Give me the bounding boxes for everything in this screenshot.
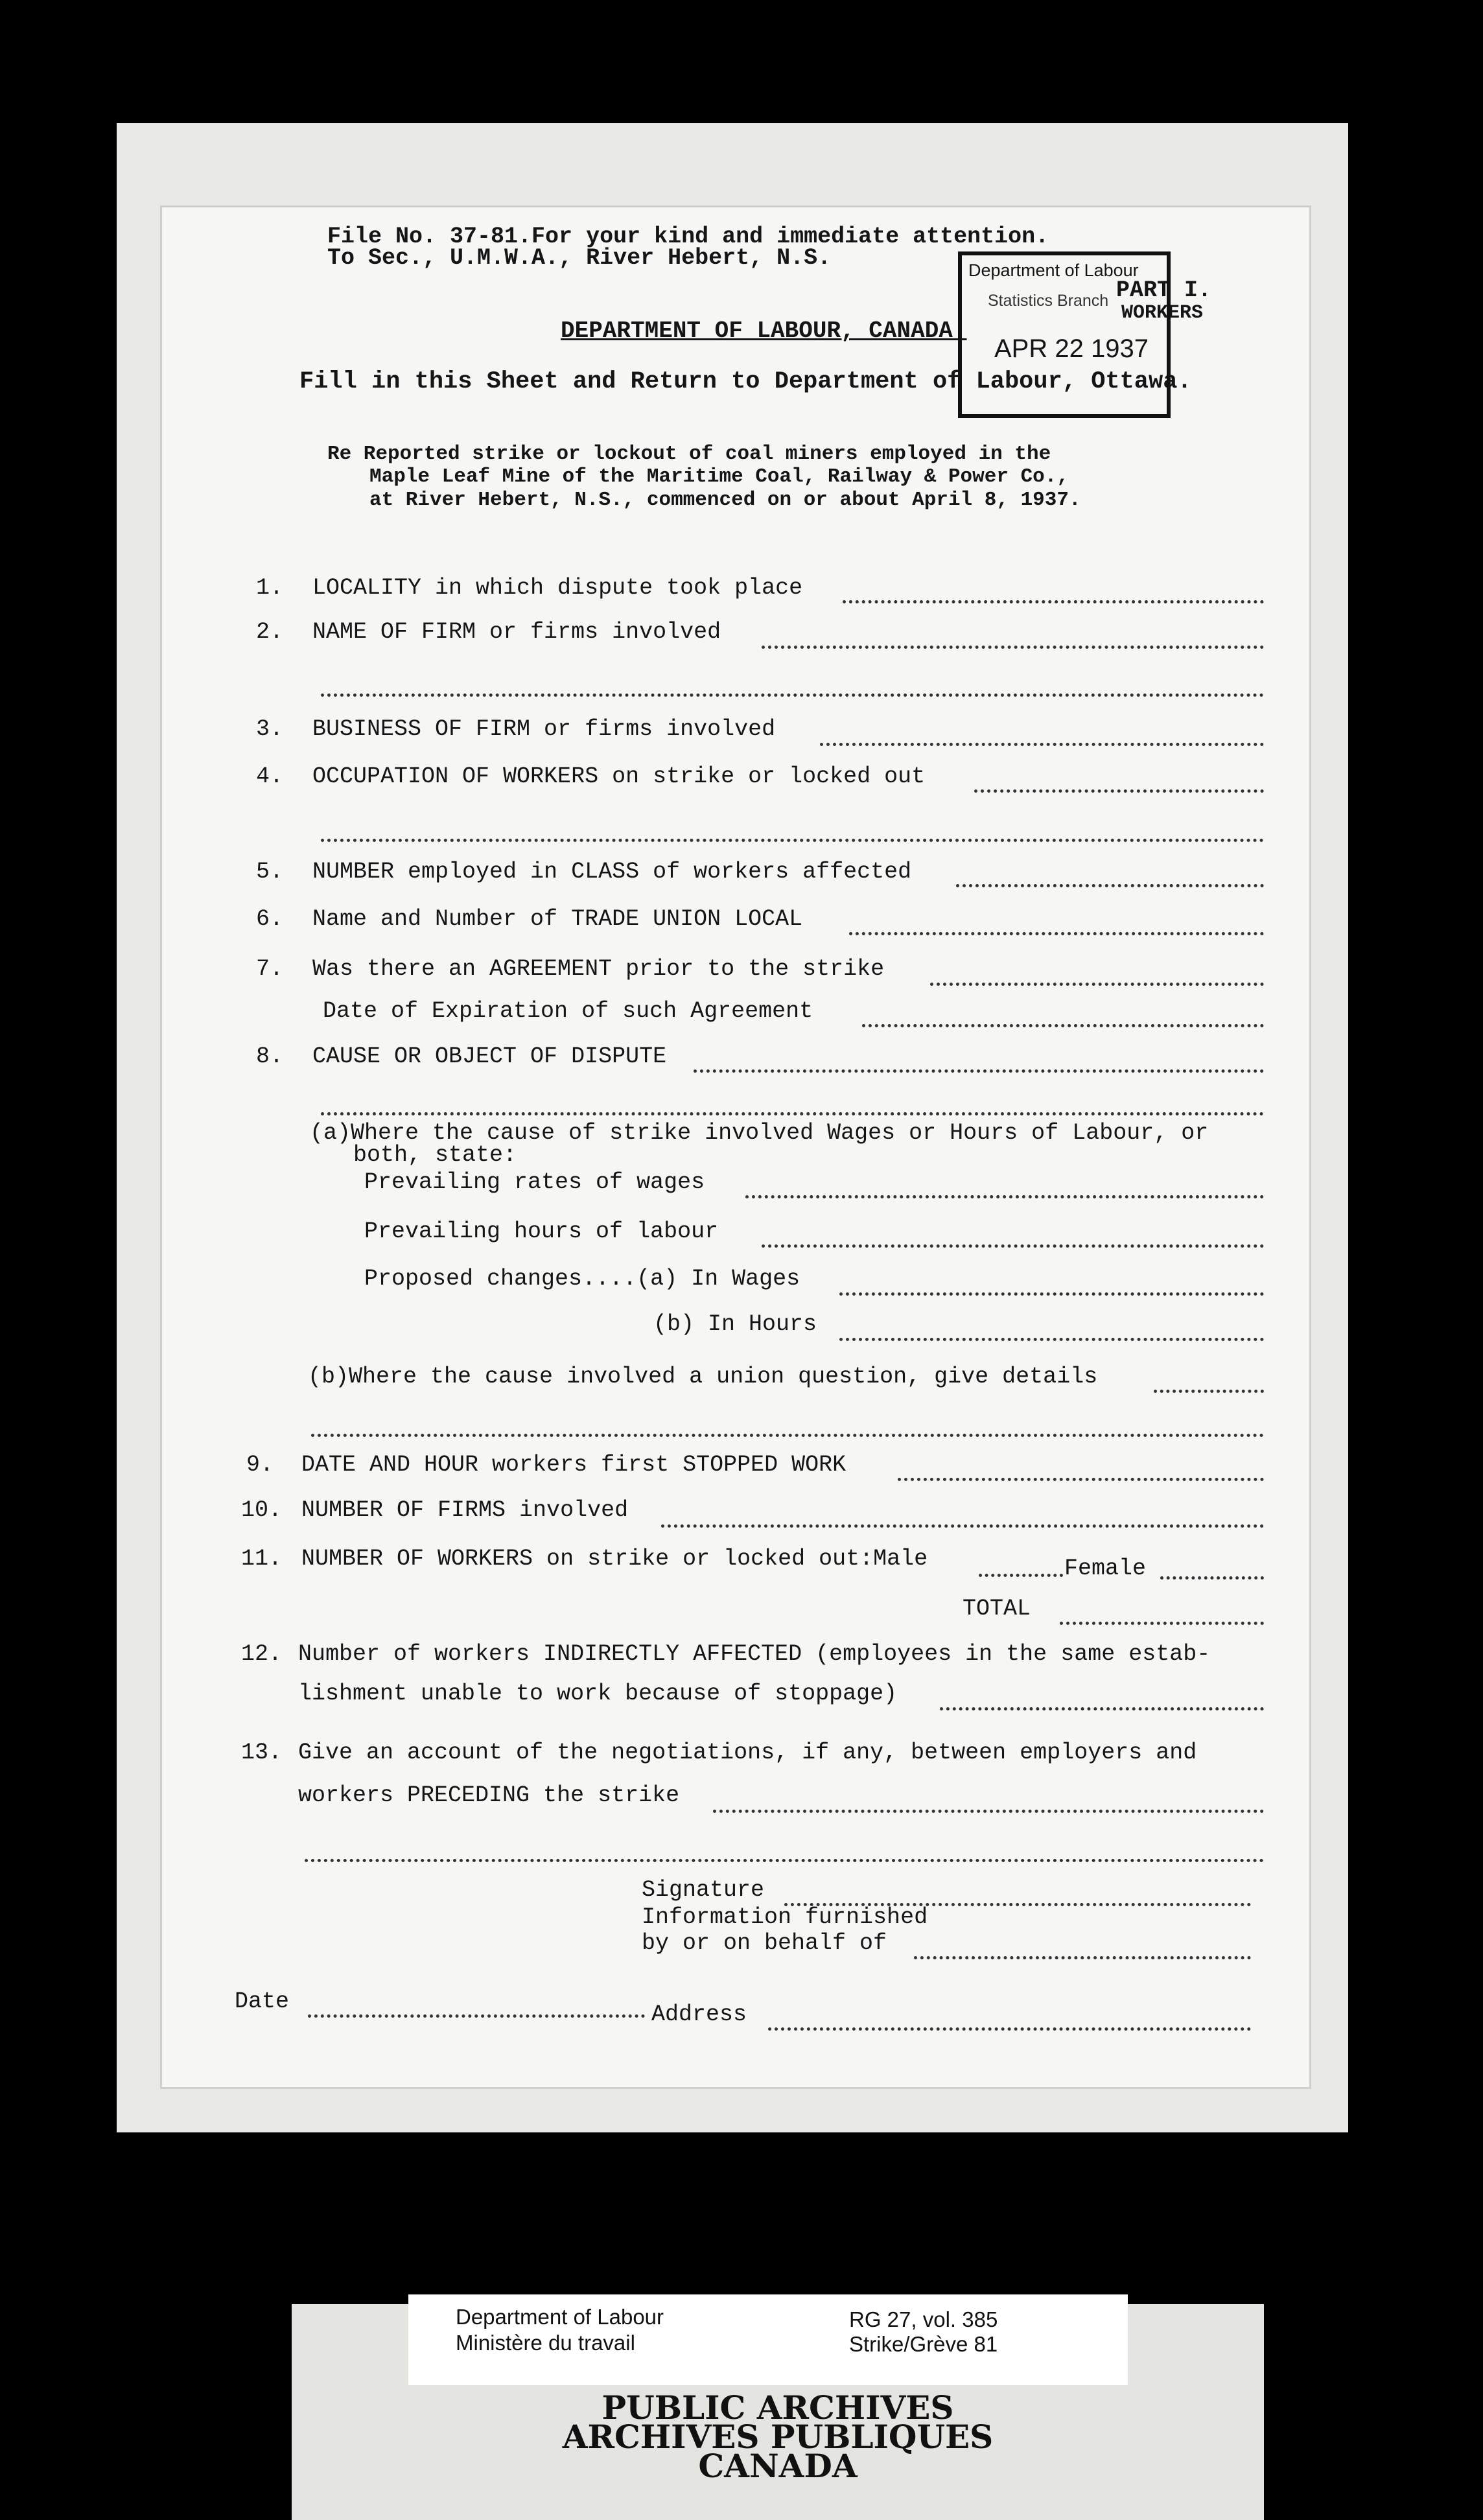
re-line-1: Re Reported strike or lockout of coal miners employed in the bbox=[327, 443, 1051, 465]
stamp-branch: Statistics Branch bbox=[988, 292, 1109, 310]
item-1-label: LOCALITY in which dispute took place bbox=[312, 575, 803, 601]
item-13-line-1: Give an account of the negotiations, if any, between employers and bbox=[298, 1740, 1197, 1766]
file-line: File No. 37-81.For your kind and immediate attention. bbox=[327, 224, 1049, 250]
item-13-number: 13. bbox=[241, 1740, 283, 1766]
item-13-blank-2[interactable] bbox=[305, 1859, 1264, 1862]
item-8-number: 8. bbox=[256, 1044, 284, 1069]
proposed-hours-label: (b) In Hours bbox=[653, 1311, 817, 1337]
part-label: PART I. bbox=[1116, 277, 1212, 303]
department-title: DEPARTMENT OF LABOUR, CANADA. bbox=[561, 318, 967, 344]
workers-label: WORKERS bbox=[1121, 302, 1204, 324]
item-7-blank[interactable] bbox=[930, 983, 1264, 986]
card-dept-fr: Ministère du travail bbox=[456, 2331, 635, 2355]
item-11-number: 11. bbox=[241, 1546, 283, 1572]
item-8-label: CAUSE OR OBJECT OF DISPUTE bbox=[312, 1044, 667, 1069]
item-5-number: 5. bbox=[256, 859, 284, 885]
item-11-label: NUMBER OF WORKERS on strike or locked out:Male bbox=[301, 1546, 928, 1572]
on-behalf-of-label: by or on behalf of bbox=[642, 1930, 887, 1956]
item-4-label: OCCUPATION OF WORKERS on strike or locked out bbox=[312, 764, 926, 789]
public-archives-label: PUBLIC ARCHIVES bbox=[601, 2388, 954, 2427]
item-8a-line-2: both, state: bbox=[353, 1142, 517, 1168]
item-6-blank[interactable] bbox=[849, 932, 1264, 935]
item-7-number: 7. bbox=[256, 956, 284, 982]
item-2-blank-2[interactable] bbox=[321, 694, 1264, 697]
item-13-blank[interactable] bbox=[713, 1810, 1264, 1813]
item-12-line-2: lishment unable to work because of stoppage) bbox=[298, 1681, 898, 1707]
re-line-2: Maple Leaf Mine of the Maritime Coal, Railway & Power Co., bbox=[369, 465, 1069, 488]
re-line-3: at River Hebert, N.S., commenced on or about April 8, 1937. bbox=[369, 489, 1081, 511]
total-label: TOTAL bbox=[963, 1596, 1031, 1622]
to-line: To Sec., U.M.W.A., River Hebert, N.S. bbox=[327, 245, 832, 271]
stamp-date: APR 22 1937 bbox=[994, 334, 1149, 363]
proposed-wages-blank[interactable] bbox=[839, 1292, 1264, 1296]
item-7-expiration-blank[interactable] bbox=[862, 1024, 1264, 1027]
received-stamp bbox=[958, 251, 1171, 418]
item-8-blank[interactable] bbox=[694, 1069, 1264, 1073]
card-rg-reference: RG 27, vol. 385 bbox=[849, 2307, 998, 2331]
address-label: Address bbox=[651, 2001, 747, 2027]
item-4-blank-2[interactable] bbox=[321, 839, 1264, 842]
item-8-blank-2[interactable] bbox=[321, 1112, 1264, 1115]
card-strike-number: Strike/Grève 81 bbox=[849, 2332, 998, 2356]
male-blank[interactable] bbox=[979, 1574, 1063, 1577]
date-blank[interactable] bbox=[308, 2014, 645, 2018]
female-blank[interactable] bbox=[1160, 1576, 1264, 1580]
item-7-expiration-label: Date of Expiration of such Agreement bbox=[323, 998, 813, 1024]
item-5-blank[interactable] bbox=[956, 884, 1264, 887]
item-12-number: 12. bbox=[241, 1641, 283, 1667]
item-10-number: 10. bbox=[241, 1497, 283, 1523]
item-9-blank[interactable] bbox=[898, 1478, 1264, 1481]
item-2-number: 2. bbox=[256, 619, 284, 645]
canada-label: CANADA bbox=[698, 2447, 858, 2485]
archive-card-label-strip bbox=[408, 2294, 1128, 2385]
item-12-blank[interactable] bbox=[940, 1707, 1264, 1710]
item-10-label: NUMBER OF FIRMS involved bbox=[301, 1497, 629, 1523]
female-label: Female bbox=[1064, 1556, 1147, 1581]
item-7-label: Was there an AGREEMENT prior to the strike bbox=[312, 956, 885, 982]
item-12-line-1: Number of workers INDIRECTLY AFFECTED (employees in the same estab- bbox=[298, 1641, 1211, 1667]
item-8b-blank[interactable] bbox=[1154, 1390, 1264, 1393]
item-8b-blank-2[interactable] bbox=[311, 1434, 1264, 1437]
item-9-label: DATE AND HOUR workers first STOPPED WORK bbox=[301, 1452, 847, 1478]
proposed-hours-blank[interactable] bbox=[839, 1338, 1264, 1341]
hours-label: Prevailing hours of labour bbox=[364, 1219, 719, 1244]
item-1-number: 1. bbox=[256, 575, 284, 601]
item-8b-line: (b)Where the cause involved a union question, give details bbox=[308, 1364, 1098, 1390]
rates-blank[interactable] bbox=[745, 1195, 1264, 1198]
stamp-department: Department of Labour bbox=[968, 261, 1139, 280]
card-dept-en: Department of Labour bbox=[456, 2305, 664, 2329]
item-4-number: 4. bbox=[256, 764, 284, 789]
item-1-blank[interactable] bbox=[843, 600, 1264, 603]
item-13-line-2: workers PRECEDING the strike bbox=[298, 1782, 680, 1808]
hours-blank[interactable] bbox=[762, 1244, 1264, 1248]
address-blank[interactable] bbox=[768, 2027, 1251, 2031]
instruction-line: Fill in this Sheet and Return to Department of Labour, Ottawa. bbox=[299, 368, 1192, 395]
item-9-number: 9. bbox=[246, 1452, 274, 1478]
item-3-label: BUSINESS OF FIRM or firms involved bbox=[312, 716, 776, 742]
item-2-blank[interactable] bbox=[762, 646, 1264, 649]
item-3-number: 3. bbox=[256, 716, 284, 742]
item-8a-line-1: (a)Where the cause of strike involved Wages or Hours of Labour, or bbox=[310, 1120, 1209, 1146]
total-blank[interactable] bbox=[1060, 1622, 1264, 1625]
item-10-blank[interactable] bbox=[661, 1524, 1264, 1528]
proposed-wages-label: Proposed changes....(a) In Wages bbox=[364, 1266, 800, 1292]
item-2-label: NAME OF FIRM or firms involved bbox=[312, 619, 721, 645]
item-6-label: Name and Number of TRADE UNION LOCAL bbox=[312, 906, 803, 932]
signature-label: Signature bbox=[642, 1877, 765, 1903]
date-label: Date bbox=[235, 1989, 290, 2014]
item-3-blank[interactable] bbox=[820, 743, 1264, 746]
item-4-blank[interactable] bbox=[974, 789, 1264, 793]
information-furnished-label: Information furnished bbox=[642, 1904, 928, 1930]
archives-publiques-label: ARCHIVES PUBLIQUES bbox=[562, 2418, 994, 2456]
rates-label: Prevailing rates of wages bbox=[364, 1169, 705, 1195]
on-behalf-of-blank[interactable] bbox=[914, 1956, 1251, 1959]
item-6-number: 6. bbox=[256, 906, 284, 932]
item-5-label: NUMBER employed in CLASS of workers affected bbox=[312, 859, 912, 885]
